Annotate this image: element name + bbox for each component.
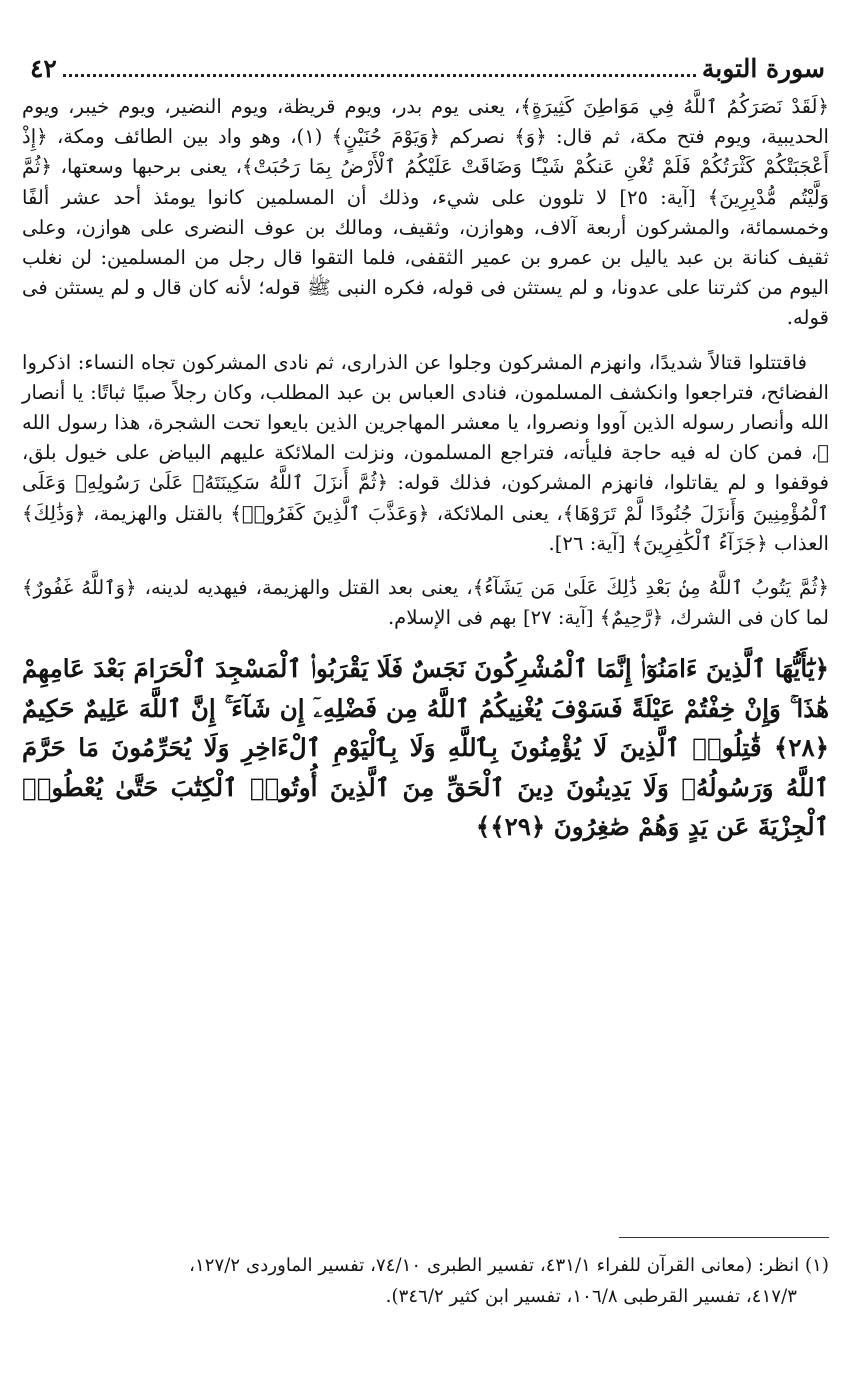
page-header bbox=[22, 52, 829, 86]
footnote-line-1: (١) انظر: (معانى القرآن للفراء ٤٣١/١، تفسير الطبرى ٧٤/١٠، تفسير الماوردى ١٢٧/٢، bbox=[189, 1255, 829, 1276]
footnote-separator bbox=[619, 1237, 829, 1238]
footnote-line-2: ٤١٧/٣، تفسير القرطبى ١٠٦/٨، تفسير ابن كثير ٣٤٦/٢). bbox=[385, 1286, 797, 1307]
page-body bbox=[22, 92, 829, 846]
paragraph-2: فاقتتلوا قتالاً شديدًا، وانهزم المشركون وجلوا عن الذرارى، ثم نادى المشركون تجاه النساء: اذكروا الفضائح، فتراجعوا وانكشف المسلمون، فنادى العباس بن عبد المطلب، وكان رجلاً صبيًا ثباتًا: يا أنصار الله وأنصار رسوله الذين آووا ونصروا، يا معشر المهاجرين الذين بايعوا تحت الشجرة، هذا رسول الله ﷺ، فمن كان له فيه حاجة فليأته، فتراجع المسلمون، ونزلت الملائكة عليهم البياض على خيول بلق، فوقفوا و لم يقاتلوا، فانهزم المشركون، فذلك قوله: ﴿ثُمَّ أَنزَلَ ٱللَّهُ سَكِينَتَهُۥ عَلَىٰ رَسُولِهِۦ وَعَلَى ٱلْمُؤْمِنِينَ وَأَنزَلَ جُنُودًا لَّمْ تَرَوْهَا﴾، يعنى الملائكة، ﴿وَعَذَّبَ ٱلَّذِينَ كَفَرُوا۟﴾ بالقتل والهزيمة، ﴿وَذَٰلِكَ﴾ العذاب ﴿جَزَآءُ ٱلْكَٰفِرِينَ﴾ [آية: ٢٦]. bbox=[22, 350, 829, 555]
paragraph-3: ﴿ثُمَّ يَتُوبُ ٱللَّهُ مِنۢ بَعْدِ ذَٰلِكَ عَلَىٰ مَن يَشَآءُ﴾، يعنى بعد القتل والهزيمة، فيهديه لدينه، ﴿وَٱللَّهُ غَفُورٌ﴾ لما كان فى الشرك، ﴿رَّحِيمٌ﴾ [آية: ٢٧] بهم فى الإسلام. bbox=[22, 576, 829, 630]
quran-verse-block: ﴿يَٰٓأَيُّهَا ٱلَّذِينَ ءَامَنُوٓا۟ إِنَّمَا ٱلْمُشْرِكُونَ نَجَسٌ فَلَا يَقْرَبُوا۟ ٱلْمَسْجِدَ ٱلْحَرَامَ بَعْدَ عَامِهِمْ هَٰذَا ۚ وَإِنْ خِفْتُمْ عَيْلَةً فَسَوْفَ يُغْنِيكُمُ ٱللَّهُ مِن فَضْلِهِۦٓ إِن شَآءَ ۚ إِنَّ ٱللَّهَ عَلِيمٌ حَكِيمٌ ﴿٢٨﴾ قَٰتِلُوا۟ ٱلَّذِينَ لَا يُؤْمِنُونَ بِٱللَّهِ وَلَا بِٱلْيَوْمِ ٱلْءَاخِرِ وَلَا يُحَرِّمُونَ مَا حَرَّمَ ٱللَّهُ وَرَسُولُهُۥ وَلَا يَدِينُونَ دِينَ ٱلْحَقِّ مِنَ ٱلَّذِينَ أُوتُوا۟ ٱلْكِتَٰبَ حَتَّىٰ يُعْطُوا۟ ٱلْجِزْيَةَ عَن يَدٍ وَهُمْ صَٰغِرُونَ ﴿٢٩﴾﴾ bbox=[22, 654, 829, 842]
paragraph-1: ﴿لَقَدْ نَصَرَكُمُ ٱللَّهُ فِي مَوَاطِنَ كَثِيرَةٍ﴾، يعنى يوم بدر، ويوم قريظة، ويوم النضير، ويوم خيبر، ويوم الحديبية، ويوم فتح مكة، ثم قال: ﴿وَ﴾ نصركم ﴿وَيَوْمَ حُنَيْنٍ﴾ (١)، وهو واد بين الطائف ومكة، ﴿إِذْ أَعْجَبَتْكُمْ كَثْرَتُكُمْ فَلَمْ تُغْنِ عَنكُمْ شَيْـًٔا وَضَاقَتْ عَلَيْكُمُ ٱلْأَرْضُ بِمَا رَحُبَتْ﴾، يعنى برحبها وسعتها، ﴿ثُمَّ وَلَّيْتُم مُّدْبِرِينَ﴾ [آية: ٢٥] لا تلوون على شيء، وذلك أن المسلمين كانوا يومئذ أحد عشر ألفًا وخمسمائة، والمشركون أربعة آلاف، وهوازن، وثقيف، ومالك بن عوف النضرى على هوازن، وعلى ثقيف كنانة بن عبد ياليل بن عمرو بن عمير الثقفى، فلما التقوا قال رجل من المسلمين: لن نغلب اليوم من كثرتنا على عدونا، و لم يستثن فى قوله، فكره النبى ﷺ قوله؛ لأنه كان قال و لم يستثن فى قوله. bbox=[22, 95, 829, 330]
header-dotted-leader bbox=[63, 74, 696, 77]
surah-title: سورة التوبة bbox=[701, 54, 825, 83]
page-number: ٤٢ bbox=[30, 54, 57, 83]
footnote bbox=[22, 1250, 829, 1312]
